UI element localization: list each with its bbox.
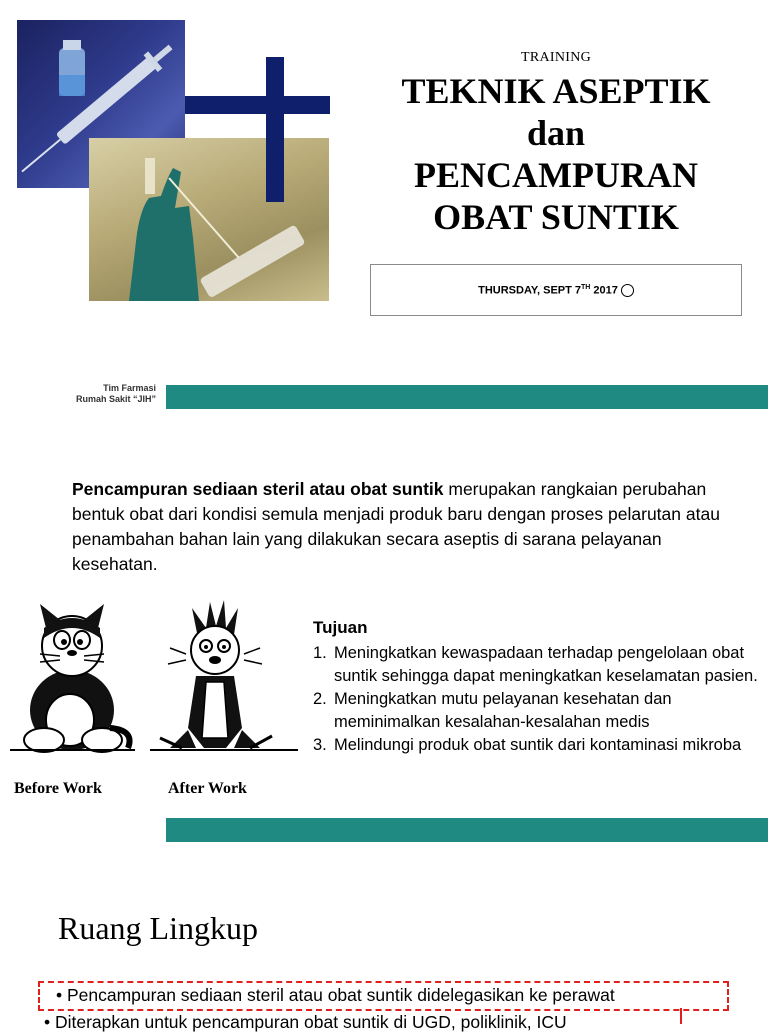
gloved-hand-syringe-photo [89,138,329,301]
cartoon-cats-illustration [10,598,300,803]
team-name: Tim Farmasi [103,383,156,393]
goal-item: 1. Meningkatkan kewaspadaan terhadap pengelolaan obat suntik sehingga dapat meningkatkan keselamatan pasien. [313,644,758,685]
title-line: TEKNIK ASEPTIK [401,71,711,111]
scope-item: • Pencampuran sediaan steril atau obat suntik didelegasikan ke perawat [56,985,615,1005]
intro-paragraph [72,477,732,577]
goals-list [313,642,763,757]
goal-item: 2. Meningkatkan mutu pelayanan kesehatan dan meminimalkan kesalahan-kesalahan medis [313,690,672,731]
after-work-cat-drawing [150,600,298,750]
team-label [30,383,156,405]
date-box [370,264,742,316]
presentation-title [378,70,734,238]
goal-item: 3. Melindungi produk obat suntik dari kontaminasi mikroba [313,736,742,754]
teal-divider-bar [166,818,768,842]
title-line: PENCAMPURAN [414,155,698,195]
training-label: TRAINING [520,50,592,65]
after-work-caption: After Work [168,780,247,797]
intro-bold-term: Pencampuran sediaan steril atau obat suntik [72,479,444,499]
before-work-caption: Before Work [14,780,102,797]
title-line: dan [526,113,586,153]
teal-divider-bar [166,385,768,409]
hospital-name: Rumah Sakit “JIH” [75,394,156,404]
cross-horizontal-bar [185,96,330,114]
intro-text: merupakan rangkaian perubahan bentuk obat dari kondisi semula menjadi produk baru dengan proses pelarutan atau penambahan bahan lain yang dilakukan secara aseptis di sarana pelayanan kesehatan. [72,479,720,574]
goals-title: Tujuan [313,618,368,637]
date-text: THURSDAY, SEPT 7TH 2017 [478,283,618,297]
scope-title: Ruang Lingkup [58,910,258,946]
circle-icon [621,284,634,297]
title-line: OBAT SUNTIK [433,197,679,237]
cross-vertical-bar [266,57,284,202]
scope-item: • Diterapkan untuk pencampuran obat suntik di UGD, poliklinik, ICU [44,1012,567,1032]
red-highlight-mark [680,1008,682,1024]
before-work-cat-drawing [10,604,135,752]
